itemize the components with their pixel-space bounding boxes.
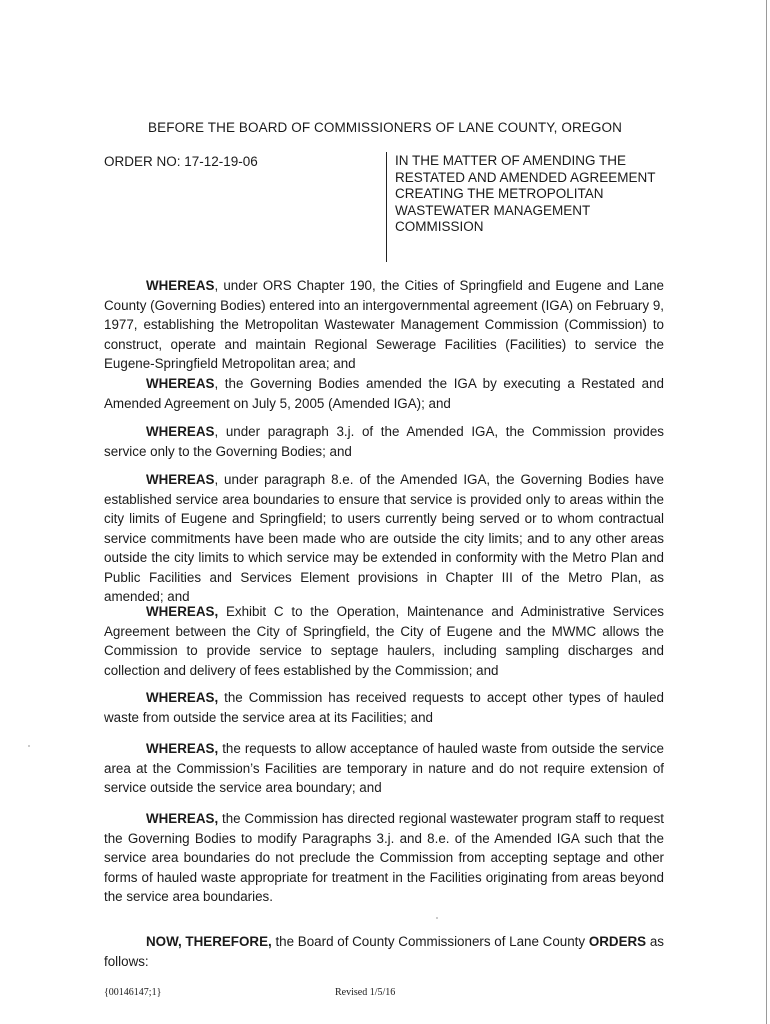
matter-line: IN THE MATTER OF AMENDING THE [395, 153, 627, 168]
paragraph-text: , under paragraph 3.j. of the Amended IGA, the Commission provides service only to the Governing Bodies; and [104, 424, 664, 459]
paragraph-text: , the Governing Bodies amended the IGA by executing a Restated and Amended Agreement on July 5, 2005 (Amended IGA); and [104, 376, 664, 411]
scan-speck [436, 917, 438, 919]
closing-text: the Board of County Commissioners of Lane County [271, 934, 589, 949]
now-therefore-paragraph [104, 932, 664, 971]
whereas-paragraph-3 [104, 422, 664, 461]
whereas-lead: WHEREAS, [146, 811, 219, 826]
whereas-lead: WHEREAS [146, 278, 215, 293]
whereas-lead: WHEREAS [146, 424, 215, 439]
order-number: ORDER NO: 17-12-19-06 [104, 154, 258, 169]
whereas-paragraph-6 [104, 688, 664, 727]
matter-line: RESTATED AND AMENDED AGREEMENT [395, 169, 656, 185]
paragraph-text: the requests to allow acceptance of hauled waste from outside the service area at the Commission’s Facilities are temporary in nature and do not require extension of service outside the service area boundary; and [104, 741, 664, 795]
whereas-lead: WHEREAS [146, 376, 215, 391]
whereas-lead: WHEREAS, [146, 604, 219, 619]
matter-caption [395, 153, 675, 236]
whereas-lead: WHEREAS, [146, 741, 219, 756]
paragraph-text: the Commission has received requests to accept other types of hauled waste from outside the service area at its Facilities; and [104, 690, 664, 725]
matter-line: CREATING THE METROPOLITAN [395, 186, 604, 201]
footer-doc-id: {00146147;1} [104, 987, 162, 998]
now-therefore-lead: NOW, THEREFORE, [146, 934, 272, 949]
matter-line: COMMISSION [395, 219, 484, 234]
paragraph-text: the Commission has directed regional wastewater program staff to request the Governing Bodies to modify Paragraphs 3.j. and 8.e. of the Amended IGA such that the service area boundaries do not preclude the Commission from accepting septage and other forms of hauled waste appropriate for treatment in the Facilities originating from areas beyond the service area boundaries. [104, 811, 664, 904]
whereas-lead: WHEREAS [146, 472, 215, 487]
paragraph-text: Exhibit C to the Operation, Maintenance and Administrative Services Agreement between the City of Springfield, the City of Eugene and the MWMC allows the Commission to provide service to septage haulers, including sampling discharges and collection and delivery of fees established by the Commission; and [104, 604, 664, 678]
matter-line: WASTEWATER MANAGEMENT [395, 202, 591, 218]
footer-revised: Revised 1/5/16 [335, 987, 396, 998]
scan-speck [28, 745, 30, 747]
whereas-paragraph-5 [104, 602, 664, 680]
document-heading: BEFORE THE BOARD OF COMMISSIONERS OF LANE COUNTY, OREGON [148, 120, 622, 135]
orders-emphasis: ORDERS [588, 934, 647, 949]
whereas-paragraph-2 [104, 374, 664, 413]
whereas-lead: WHEREAS, [146, 690, 219, 705]
paragraph-text: , under paragraph 8.e. of the Amended IGA, the Governing Bodies have established service area boundaries to ensure that service is provided only to areas within the city limits of Eugene and Springfield; to users currently being served or to whom contractual service commitments have been made who are outside the city limits; and to any other areas outside the city limits to which service may be extended in conformity with the Metro Plan and Public Facilities and Services Element provisions in Chapter III of the Metro Plan, as amended; and [104, 472, 664, 604]
closing-text-end: as follows: [104, 934, 664, 969]
scan-edge-line [766, 0, 767, 1024]
whereas-paragraph-4 [104, 470, 664, 607]
whereas-paragraph-8 [104, 809, 664, 907]
whereas-paragraph-1 [104, 276, 664, 374]
caption-divider [386, 152, 387, 262]
whereas-paragraph-7 [104, 739, 664, 798]
paragraph-text: , under ORS Chapter 190, the Cities of Springfield and Eugene and Lane County (Governing Bodies) entered into an intergovernmental agreement (IGA) on February 9, 1977, establishing the Metropolitan Wastewater Management Commission (Commission) to construct, operate and maintain Regional Sewerage Facilities (Facilities) to service the Eugene-Springfield Metropolitan area; and [104, 278, 664, 371]
